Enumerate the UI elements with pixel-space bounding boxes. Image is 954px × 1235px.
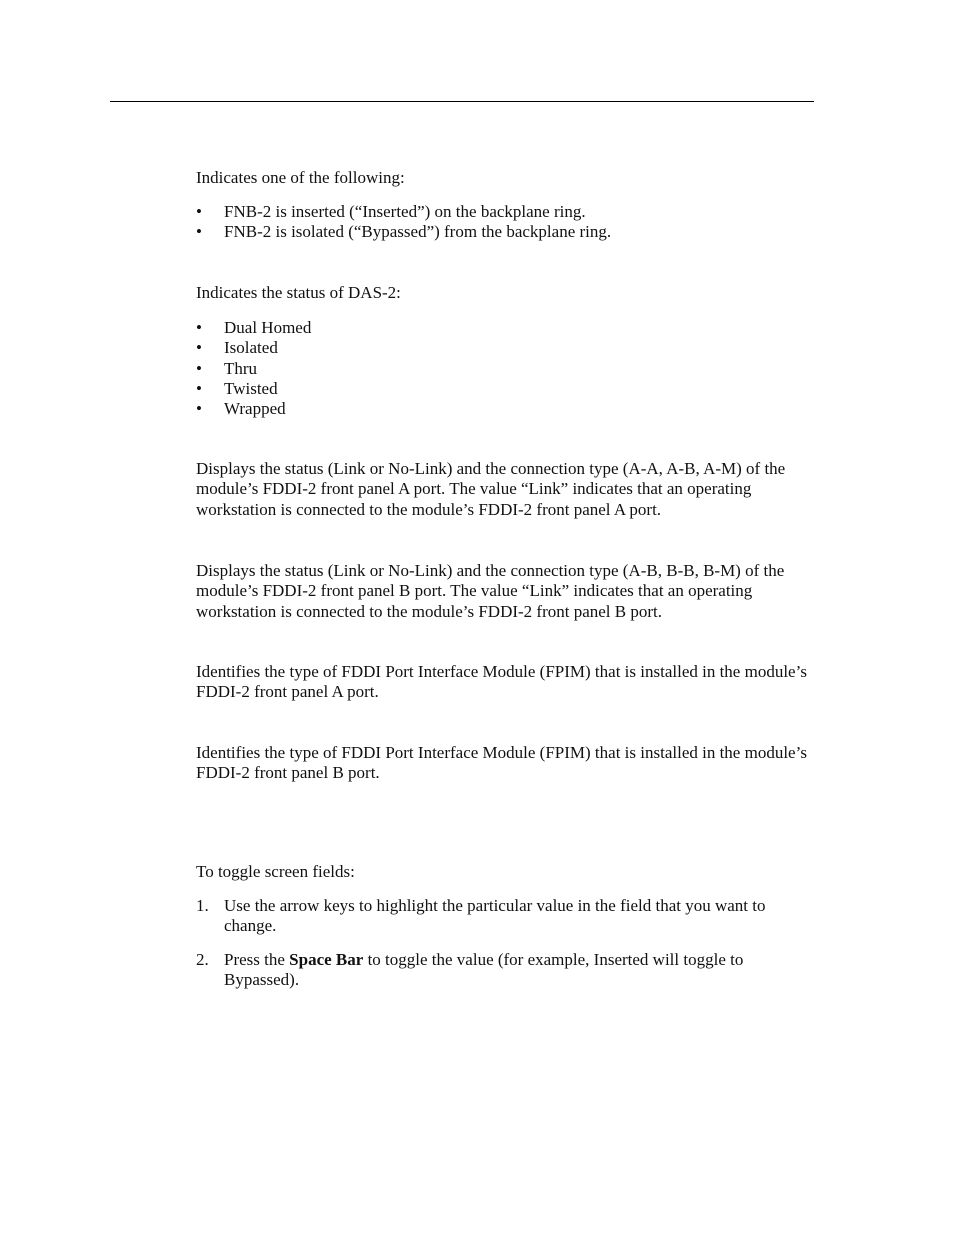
list-item: • Isolated	[196, 338, 278, 358]
fpim-b-description: Identifies the type of FDDI Port Interface Module (FPIM) that is installed in the module’s FDDI-2 front panel B port.	[196, 743, 807, 783]
bullet-mark: •	[196, 378, 202, 398]
port-b-status-description: Displays the status (Link or No-Link) and the connection type (A-B, B-B, B-M) of the module’s FDDI-2 front panel B port. The value “Link” indicates that an operating workstation is connected to the module’s FDDI-2 front panel B port.	[196, 561, 785, 621]
inserted-intro: Indicates one of the following:	[196, 168, 405, 187]
das2-intro: Indicates the status of DAS-2:	[196, 283, 401, 302]
bullet-mark: •	[196, 358, 202, 378]
das2-list	[196, 318, 814, 419]
list-item: • FNB-2 is isolated (“Bypassed”) from the backplane ring.	[196, 222, 612, 242]
bullet-mark: •	[196, 338, 202, 358]
bullet-mark: •	[196, 202, 202, 221]
toggle-intro: To toggle screen fields:	[196, 862, 355, 881]
inserted-list	[196, 202, 814, 243]
step-number: 2.	[196, 950, 209, 970]
step-item: 1. Use the arrow keys to highlight the particular value in the field that you want to change.	[196, 896, 766, 936]
port-a-status-description: Displays the status (Link or No-Link) and the connection type (A-A, A-B, A-M) of the module’s FDDI-2 front panel A port. The value “Link” indicates that an operating workstation is connected to the module’s FDDI-2 front panel A port.	[196, 459, 786, 519]
fpim-a-description: Identifies the type of FDDI Port Interface Module (FPIM) that is installed in the module’s FDDI-2 front panel A port.	[196, 662, 807, 702]
bullet-mark: •	[196, 222, 202, 242]
bullet-mark: •	[196, 318, 202, 337]
list-item: • FNB-2 is inserted (“Inserted”) on the backplane ring.	[196, 202, 586, 221]
step-number: 1.	[196, 896, 209, 915]
bullet-mark: •	[196, 399, 202, 419]
list-item: • Twisted	[196, 378, 278, 398]
step-item: 2. Press the Space Bar to toggle the value (for example, Inserted will toggle to Bypassed).	[196, 950, 744, 990]
toggle-steps	[196, 896, 814, 1004]
header-rule	[110, 101, 814, 102]
space-bar-key: Space Bar	[289, 950, 364, 970]
list-item: • Wrapped	[196, 399, 286, 419]
list-item: • Thru	[196, 358, 258, 378]
list-item: • Dual Homed	[196, 318, 312, 337]
